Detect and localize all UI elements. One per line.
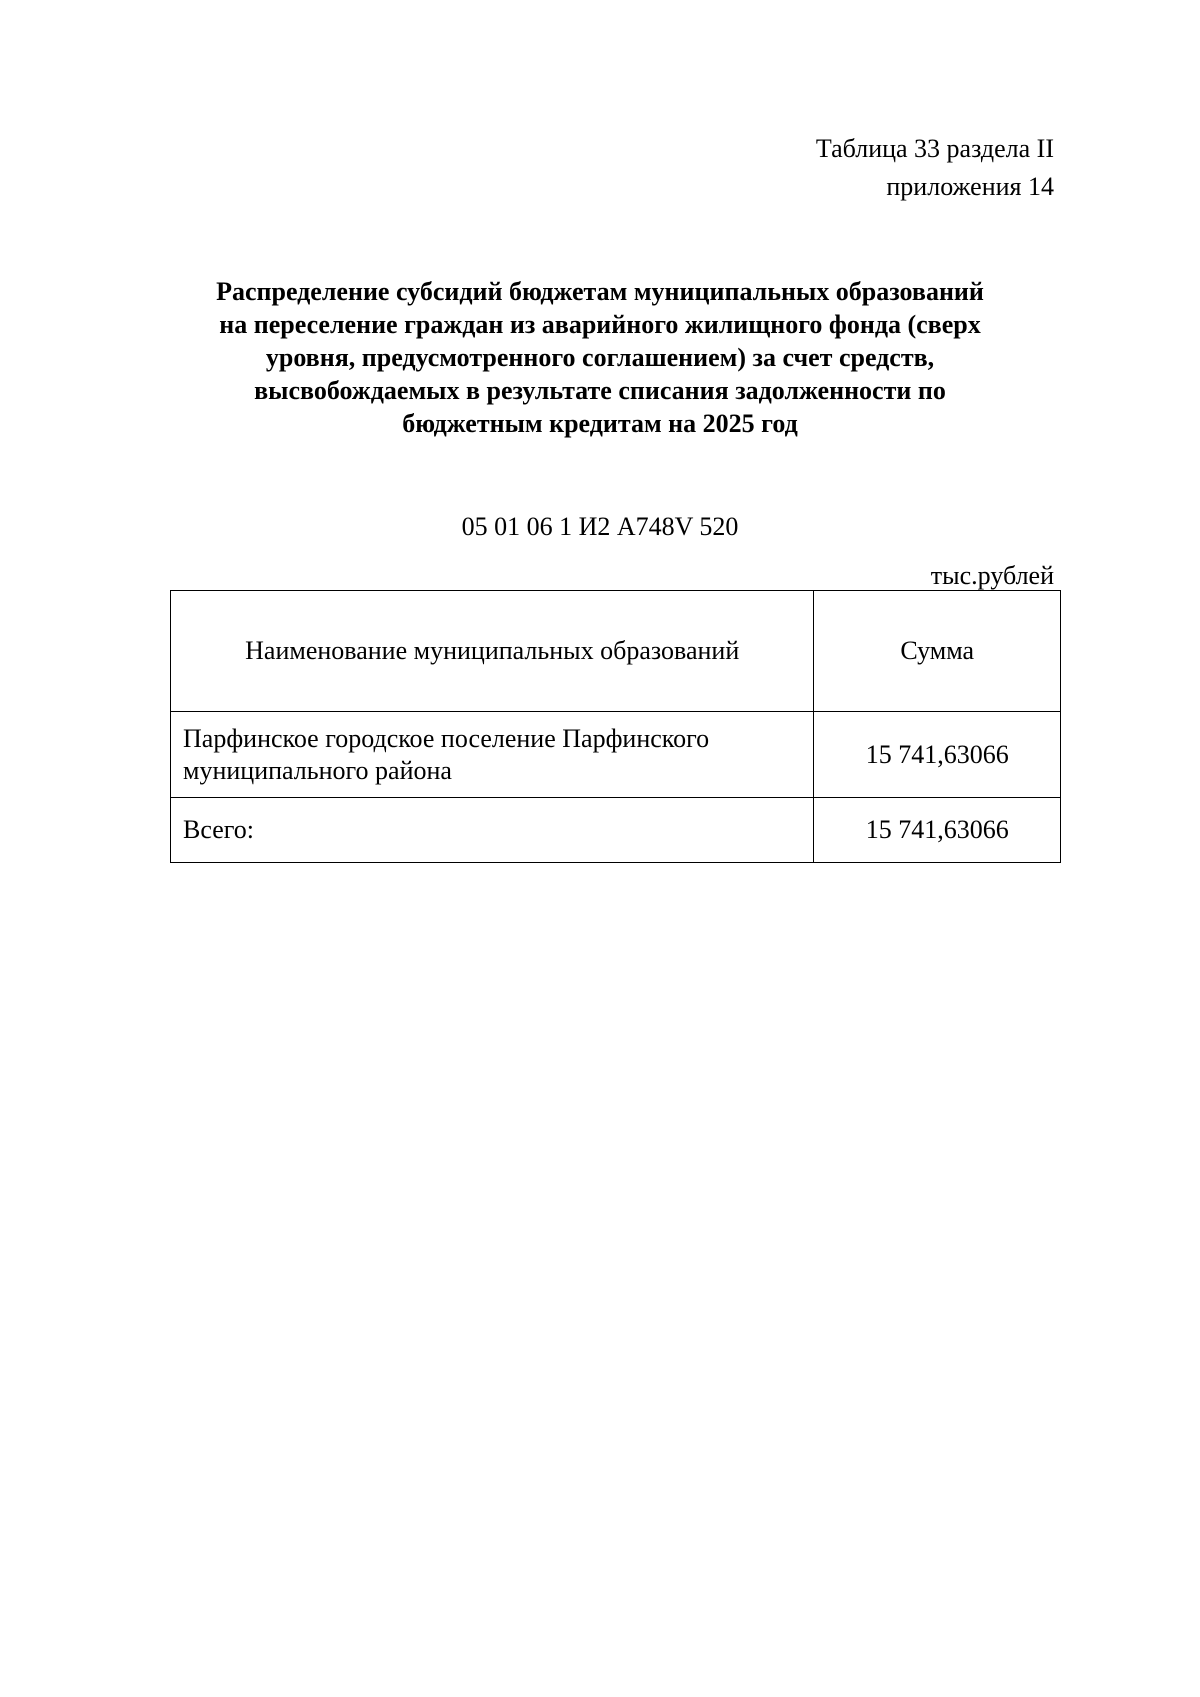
- table-reference-line-2: приложения 14: [886, 172, 1054, 201]
- table-row: [171, 712, 1061, 798]
- title-line: Распределение субсидий бюджетам муниципальных образований: [216, 277, 984, 306]
- table-reference-line-1: Таблица 33 раздела II: [815, 134, 1054, 163]
- title-line: уровня, предусмотренного соглашением) за счет средств,: [265, 343, 935, 372]
- budget-code: 05 01 06 1 И2 А748V 520: [461, 512, 739, 541]
- title-line: высвобождаемых в результате списания задолженности по: [254, 376, 946, 405]
- total-row: [171, 798, 1061, 863]
- title-line: на переселение граждан из аварийного жилищного фонда (сверх: [219, 310, 981, 339]
- column-header-sum: Сумма: [814, 591, 1061, 712]
- total-label: Всего:: [171, 798, 814, 863]
- table-header-row: [171, 591, 1061, 712]
- column-header-name: Наименование муниципальных образований: [171, 591, 814, 712]
- municipality-name: Парфинское городское поселение Парфинского муниципального района: [171, 712, 814, 798]
- municipality-amount: 15 741,63066: [814, 712, 1061, 798]
- document-title: [170, 275, 1030, 440]
- distribution-table: [170, 590, 1061, 863]
- total-amount: 15 741,63066: [814, 798, 1061, 863]
- table-reference: [816, 130, 1054, 206]
- unit-label: тыс.рублей: [930, 561, 1054, 590]
- title-line: бюджетным кредитам на 2025 год: [402, 409, 798, 438]
